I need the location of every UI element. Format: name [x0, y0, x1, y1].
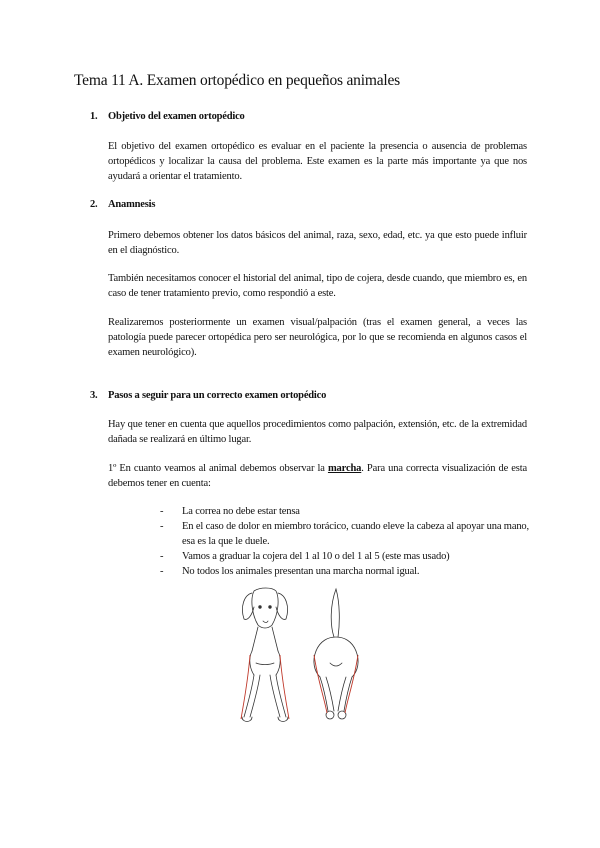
section-3-step-1	[108, 461, 527, 491]
section-2-number: 2.	[90, 199, 98, 210]
section-2-title: Anamnesis	[108, 199, 156, 210]
list-item-text: La correa no debe estar tensa	[182, 506, 300, 517]
bullet-marker: -	[160, 506, 164, 517]
step-1-rest: . Para una correcta visualización de esta debemos tener en cuenta:	[108, 463, 527, 489]
dog-front-view	[242, 588, 288, 722]
dog-rear-view	[314, 589, 358, 719]
section-3-heading	[90, 390, 520, 401]
section-1-paragraph: El objetivo del examen ortopédico es evaluar en el paciente la presencia o ausencia de problemas ortopédicos y localizar la causa del problema. Este examen es la parte más importante ya que nos ayudará a orientar el tratamiento.	[108, 141, 527, 182]
document-title: Tema 11 A. Examen ortopédico en pequeños animales	[74, 72, 400, 89]
rear-leg-highlights	[314, 655, 358, 713]
section-2-paragraph-2: También necesitamos conocer el historial del animal, tipo de cojera, desde cuando, que miembro es, en caso de tener tratamiento previo, como respondió a este.	[108, 273, 527, 299]
list-item-text: No todos los animales presentan una marcha normal igual.	[182, 566, 420, 577]
section-3-title: Pasos a seguir para un correcto examen ortopédico	[108, 390, 327, 401]
gait-checklist	[160, 504, 530, 579]
section-1-title: Objetivo del examen ortopédico	[108, 111, 245, 122]
step-1-intro: 1º En cuanto veamos al animal debemos observar la	[108, 463, 328, 474]
dog-gait-illustration	[230, 585, 380, 730]
section-3-number: 3.	[90, 390, 98, 401]
bullet-marker: -	[160, 521, 164, 532]
section-2-paragraph-3: Realizaremos posteriormente un examen visual/palpación (tras el examen general, a veces las patología puede parecer ortopédica pero ser neurológica, por lo que se recomienda en algunos casos el examen neurológico).	[108, 317, 527, 358]
list-item	[160, 549, 530, 564]
list-item	[160, 519, 530, 549]
list-item	[160, 504, 530, 519]
list-item-text: En el caso de dolor en miembro torácico, cuando eleve la cabeza al apoyar una mano, esa es la que le duele.	[182, 521, 530, 547]
list-item	[160, 564, 530, 579]
section-1-number: 1.	[90, 111, 98, 122]
section-2-paragraph-1: Primero debemos obtener los datos básicos del animal, raza, sexo, edad, etc. ya que esto puede influir en el diagnóstico.	[108, 230, 527, 256]
section-1-heading	[90, 111, 520, 122]
list-item-text: Vamos a graduar la cojera del 1 al 10 o del 1 al 5 (este mas usado)	[182, 551, 450, 562]
bullet-marker: -	[160, 566, 164, 577]
section-3-paragraph-1: Hay que tener en cuenta que aquellos procedimientos como palpación, extensión, etc. de la extremidad dañada se realizará en último lugar.	[108, 419, 527, 445]
section-2-heading	[90, 199, 520, 210]
step-1-keyword: marcha	[327, 463, 362, 474]
bullet-marker: -	[160, 551, 164, 562]
